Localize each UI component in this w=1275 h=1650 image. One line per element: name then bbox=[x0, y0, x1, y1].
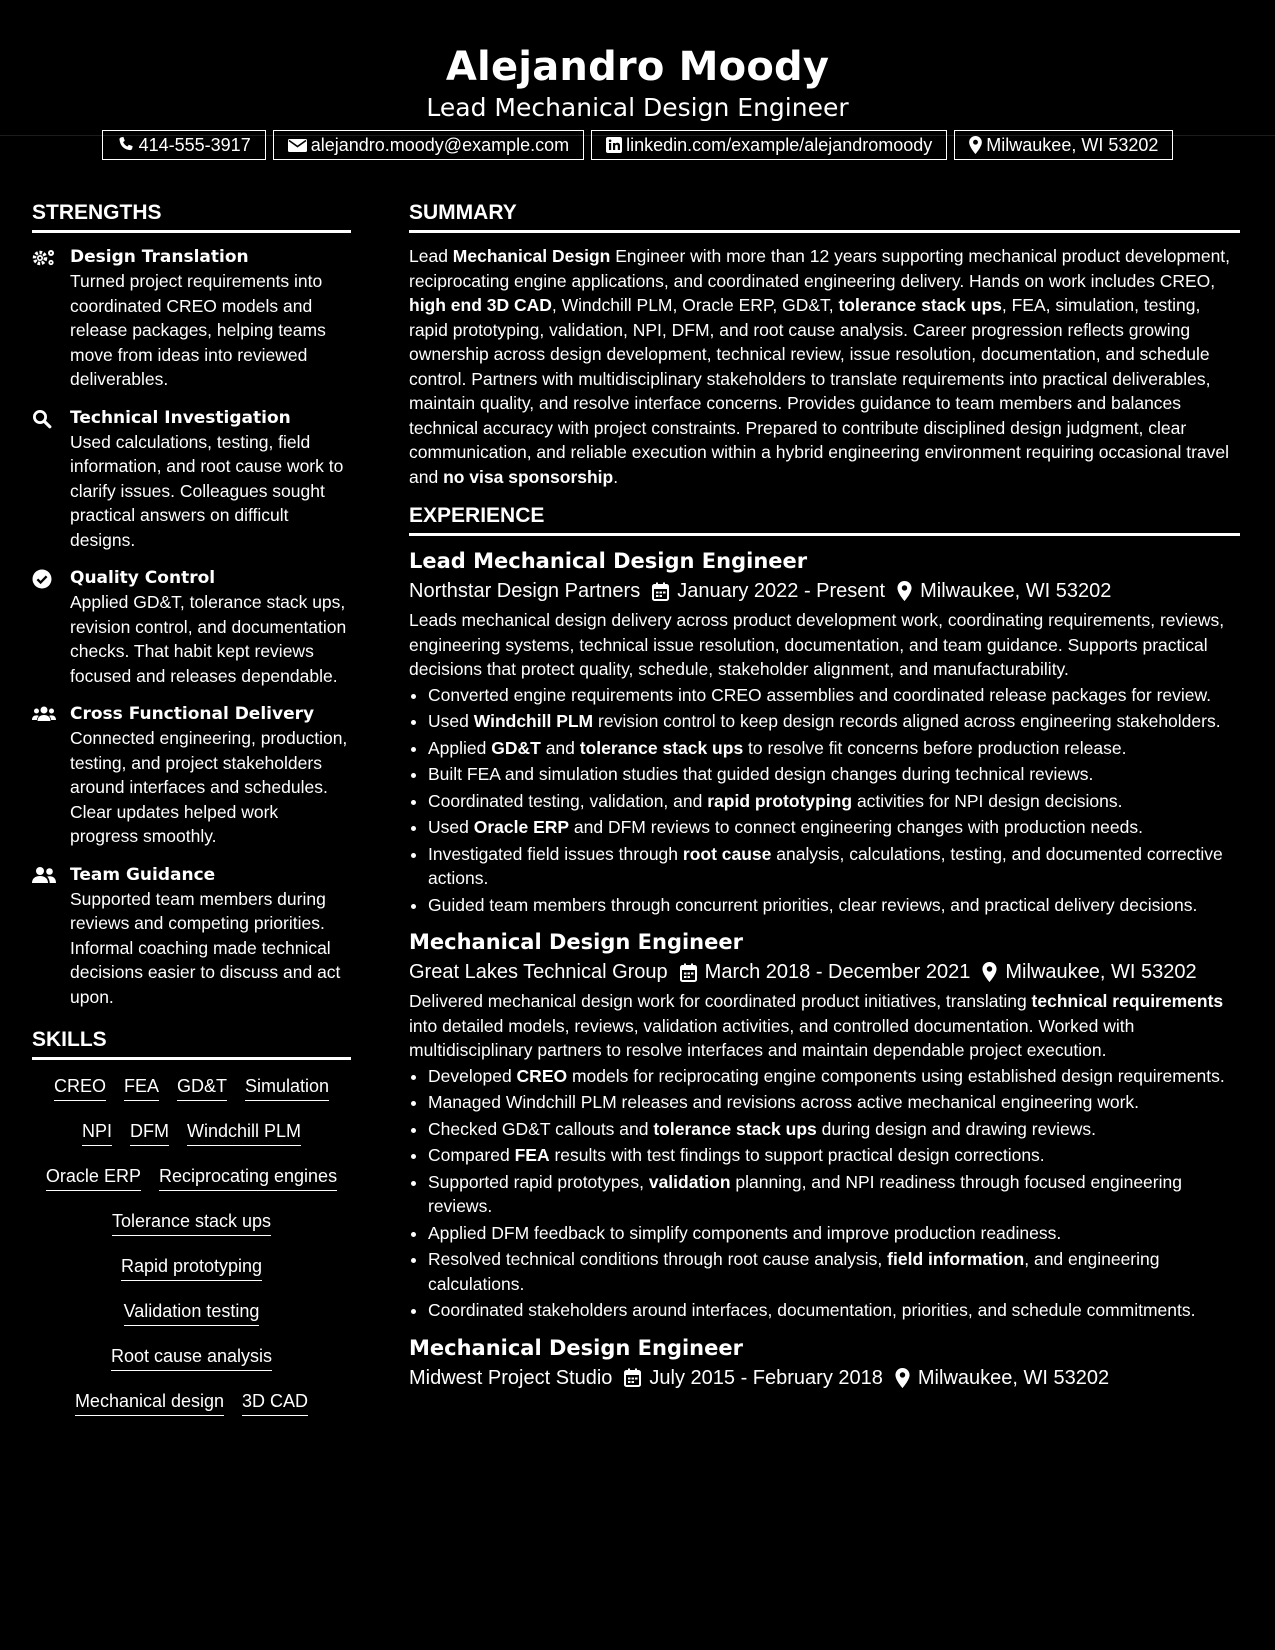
list-item: • Investigated field issues through root cause analysis, calculations, testing, and documented corrective actions. bbox=[428, 842, 1240, 891]
list-item: • Coordinated testing, validation, and rapid prototyping activities for NPI design decisions. bbox=[428, 789, 1240, 814]
envelope-icon bbox=[288, 138, 307, 153]
strength-item bbox=[32, 245, 351, 392]
strength-desc: Turned project requirements into coordinated CREO models and release packages, helping teams move from ideas into reviewed deliverables. bbox=[70, 271, 326, 389]
skill-tag: Reciprocating engines bbox=[159, 1164, 337, 1191]
strength-item bbox=[32, 406, 351, 553]
skill-tag: DFM bbox=[130, 1119, 169, 1146]
list-item: • Resolved technical conditions through root cause analysis, field information, and engineering calculations. bbox=[428, 1247, 1240, 1296]
skill-tag: Rapid prototyping bbox=[121, 1254, 262, 1281]
list-item: • Used Windchill PLM revision control to keep design records aligned across engineering stakeholders. bbox=[428, 709, 1240, 734]
list-item: • Developed CREO models for reciprocating engine components using established design requirements. bbox=[428, 1064, 1240, 1089]
job-entry bbox=[409, 546, 1240, 917]
strength-desc: Applied GD&T, tolerance stack ups, revision control, and documentation checks. That habit kept reviews focused and releases dependable. bbox=[70, 592, 347, 686]
map-pin-icon bbox=[895, 1368, 910, 1388]
skill-tag: Windchill PLM bbox=[187, 1119, 301, 1146]
list-item: • Guided team members through concurrent priorities, clear reviews, and practical delivery decisions. bbox=[428, 893, 1240, 918]
job-description: Delivered mechanical design work for coordinated product initiatives, translating technical requirements into detailed models, reviews, validation activities, and controlled documentation. Worked with multidisciplinary partners to resolve interfaces and maintain dependable project execution. bbox=[409, 991, 1224, 1060]
strength-title: Cross Functional Delivery bbox=[70, 704, 315, 724]
contact-bar bbox=[0, 130, 1275, 160]
skill-tag: 3D CAD bbox=[242, 1389, 308, 1416]
list-item: • Applied GD&T and tolerance stack ups to resolve fit concerns before production release. bbox=[428, 736, 1240, 761]
skills-list bbox=[32, 1074, 351, 1434]
job-meta bbox=[409, 957, 1240, 987]
skill-tag: GD&T bbox=[177, 1074, 227, 1101]
resume-header bbox=[0, 0, 1275, 155]
summary-heading: SUMMARY bbox=[409, 196, 1240, 233]
job-dates: March 2018 - December 2021 bbox=[704, 961, 971, 983]
job-entry bbox=[409, 927, 1240, 1323]
job-description: Leads mechanical design delivery across product development work, coordinating requirements, reviews, engineering systems, technical issue resolution, documentation, and team guidance. Supports practical decisions that protect quality, schedule, stakeholder alignment, and manufacturability. bbox=[409, 610, 1225, 679]
list-item: • Checked GD&T callouts and tolerance stack ups during design and drawing reviews. bbox=[428, 1117, 1240, 1142]
job-bullets bbox=[409, 683, 1240, 918]
gears-icon bbox=[32, 248, 56, 267]
job-title: Mechanical Design Engineer bbox=[409, 930, 743, 954]
skill-tag: CREO bbox=[54, 1074, 106, 1101]
job-meta bbox=[409, 1363, 1240, 1393]
experience-heading: EXPERIENCE bbox=[409, 499, 1240, 536]
strength-desc: Connected engineering, production, testing, and project stakeholders around interfaces and schedules. Clear updates helped work progress smoothly. bbox=[70, 728, 348, 846]
list-item: • Converted engine requirements into CREO assemblies and coordinated release packages for review. bbox=[428, 683, 1240, 708]
strength-item bbox=[32, 863, 351, 1010]
list-item: • Coordinated stakeholders around interfaces, documentation, priorities, and schedule commitments. bbox=[428, 1298, 1240, 1323]
contact-linkedin[interactable] bbox=[591, 130, 947, 160]
phone-icon bbox=[117, 136, 135, 154]
job-location: Milwaukee, WI 53202 bbox=[1005, 961, 1197, 983]
job-company: Midwest Project Studio bbox=[409, 1366, 613, 1389]
calendar-icon bbox=[680, 963, 697, 982]
right-column bbox=[409, 196, 1240, 1393]
strength-title: Team Guidance bbox=[70, 864, 216, 885]
job-entry bbox=[409, 1333, 1240, 1393]
linkedin-text: linkedin.com/example/alejandromoody bbox=[626, 134, 933, 155]
job-bullets bbox=[409, 1064, 1240, 1323]
email-text: alejandro.moody@example.com bbox=[310, 134, 570, 155]
contact-email[interactable] bbox=[273, 130, 584, 160]
phone-text: 414-555-3917 bbox=[138, 134, 251, 155]
skill-tag: Root cause analysis bbox=[111, 1344, 272, 1371]
skill-tag: Tolerance stack ups bbox=[112, 1209, 271, 1236]
skill-tag: Oracle ERP bbox=[46, 1164, 141, 1191]
job-company: Northstar Design Partners bbox=[409, 580, 641, 602]
list-item: • Used Oracle ERP and DFM reviews to connect engineering changes with production needs. bbox=[428, 815, 1240, 840]
list-item: • Supported rapid prototypes, validation planning, and NPI readiness through focused engineering reviews. bbox=[428, 1170, 1240, 1219]
list-item: • Applied DFM feedback to simplify components and improve production readiness. bbox=[428, 1221, 1240, 1246]
strength-item bbox=[32, 702, 351, 849]
candidate-title: Lead Mechanical Design Engineer bbox=[426, 93, 849, 122]
job-title: Mechanical Design Engineer bbox=[409, 1335, 743, 1360]
contact-phone[interactable] bbox=[102, 130, 266, 160]
contact-location[interactable] bbox=[954, 130, 1173, 160]
job-dates: July 2015 - February 2018 bbox=[649, 1366, 883, 1389]
linkedin-icon bbox=[606, 137, 622, 153]
list-item: • Compared FEA results with test findings to support practical design corrections. bbox=[428, 1143, 1240, 1168]
job-meta bbox=[409, 576, 1240, 606]
skill-tag: FEA bbox=[124, 1074, 159, 1101]
map-pin-icon bbox=[982, 962, 997, 982]
list-item: • Managed Windchill PLM releases and revisions across active mechanical engineering work. bbox=[428, 1090, 1240, 1115]
candidate-name: Alejandro Moody bbox=[445, 44, 830, 90]
calendar-icon bbox=[652, 582, 669, 601]
left-column bbox=[32, 196, 351, 1434]
job-location: Milwaukee, WI 53202 bbox=[920, 580, 1112, 602]
skill-tag: Mechanical design bbox=[75, 1389, 224, 1416]
users-icon bbox=[32, 705, 56, 723]
job-dates: January 2022 - Present bbox=[677, 580, 886, 602]
map-pin-icon bbox=[897, 581, 912, 601]
calendar-icon bbox=[624, 1368, 641, 1387]
skill-tag: Simulation bbox=[245, 1074, 329, 1101]
strength-desc: Used calculations, testing, field information, and root cause work to clarify issues. Colleagues sought practical answers on difficult designs. bbox=[70, 431, 344, 550]
strength-desc: Supported team members during reviews and competing priorities. Informal coaching made technical decisions easier to discuss and act upon. bbox=[70, 888, 341, 1007]
strength-title: Design Translation bbox=[70, 247, 249, 267]
list-item: • Built FEA and simulation studies that guided design changes during technical reviews. bbox=[428, 762, 1240, 787]
strength-item bbox=[32, 566, 351, 688]
check-circle-icon bbox=[32, 569, 52, 589]
strengths-heading: STRENGTHS bbox=[32, 196, 351, 233]
magnifier-icon bbox=[32, 409, 52, 429]
skill-tag: Validation testing bbox=[124, 1299, 260, 1326]
location-text: Milwaukee, WI 53202 bbox=[986, 134, 1159, 155]
skills-heading: SKILLS bbox=[32, 1023, 351, 1060]
user-pair-icon bbox=[32, 866, 56, 884]
strength-title: Quality Control bbox=[70, 568, 216, 588]
job-title: Lead Mechanical Design Engineer bbox=[409, 549, 808, 573]
summary-text: Lead Mechanical Design Engineer with more than 12 years supporting mechanical product development, reciprocating engine applications, and coordinated engineering delivery. Hands on work includes CREO, high end 3D CAD, Windchill PLM, Oracle ERP, GD&T, tolerance stack ups, FEA, simulation, testing, rapid prototyping, validation, NPI, DFM, and root cause analysis. Career progression reflects growing ownership across design development, technical review, issue resolution, documentation, and schedule control. Partners with multidisciplinary stakeholders to translate requirements into practical deliverables, maintain quality, and resolve interface concerns. Provides guidance to team members and balances technical accuracy with project constraints. Prepared to contribute disciplined design judgment, clear communication, and reliable execution within a hybrid engineering environment requiring occasional travel and no visa sponsorship. bbox=[409, 246, 1231, 487]
job-location: Milwaukee, WI 53202 bbox=[917, 1366, 1110, 1389]
skill-tag: NPI bbox=[82, 1119, 112, 1146]
map-pin-icon bbox=[969, 136, 982, 154]
strength-title: Technical Investigation bbox=[70, 407, 291, 428]
job-company: Great Lakes Technical Group bbox=[409, 961, 668, 983]
